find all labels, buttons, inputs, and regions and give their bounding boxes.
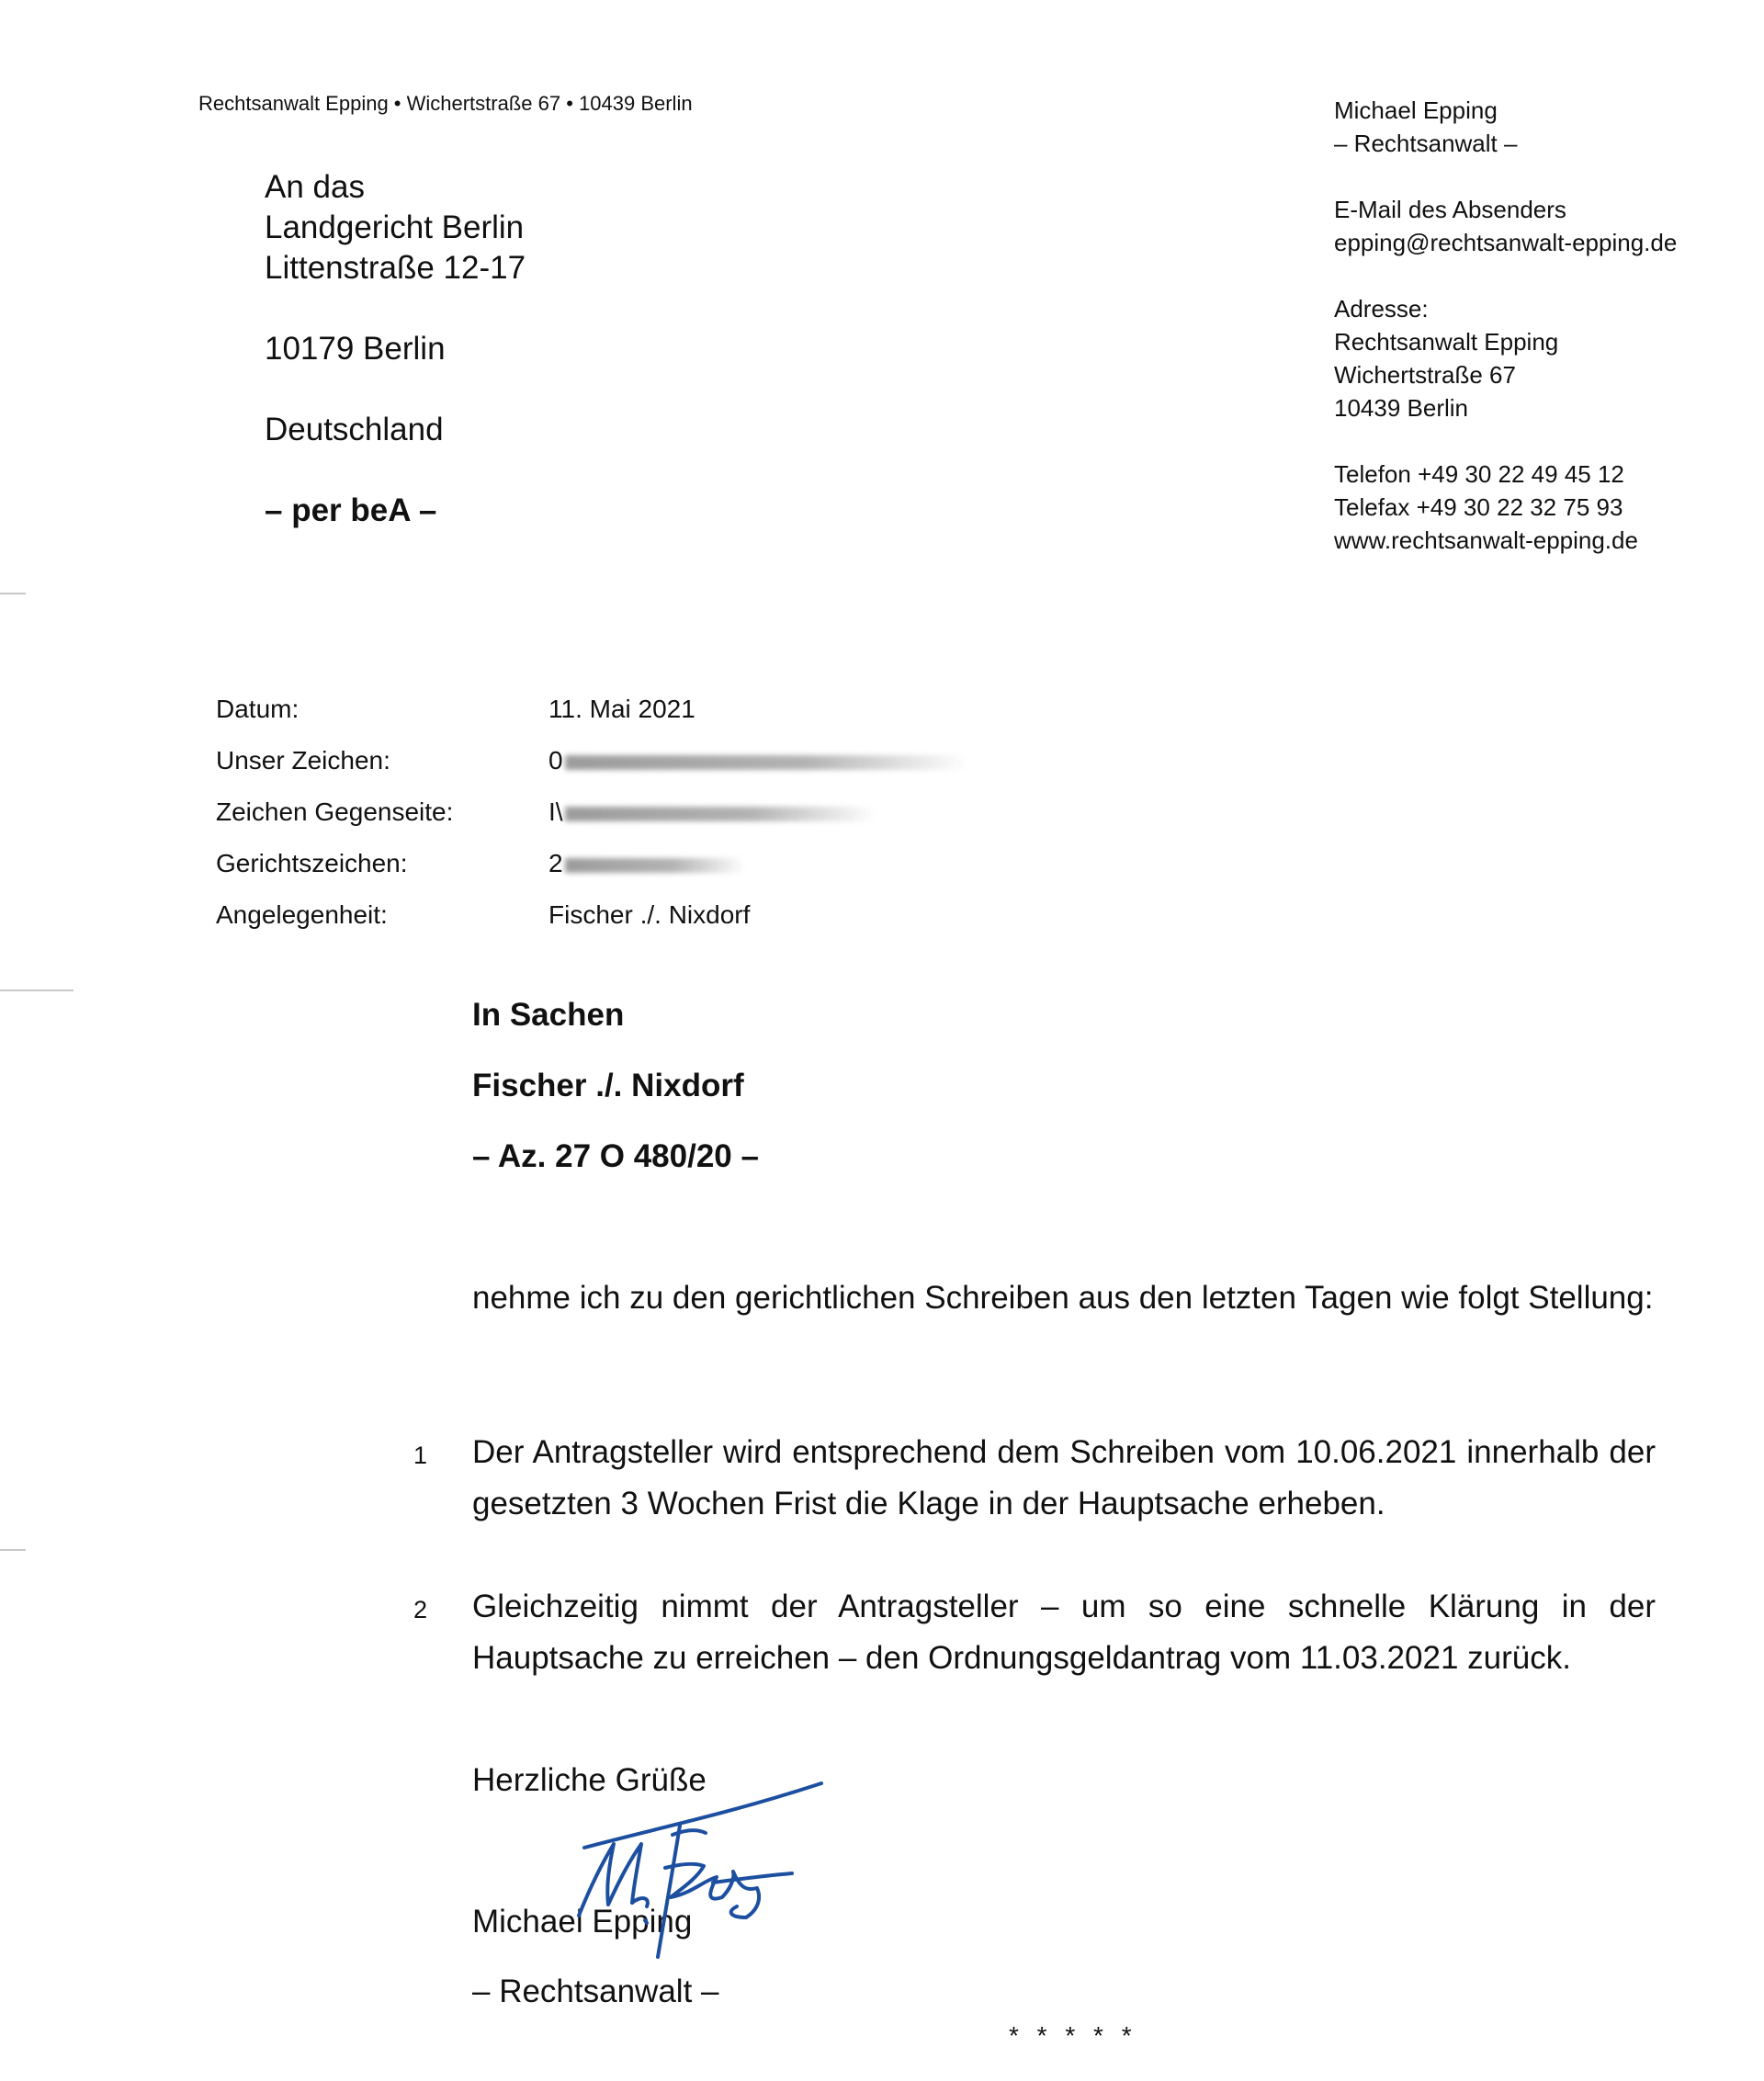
delivery-method: – per beA – bbox=[265, 492, 437, 528]
date-value: 11. Mai 2021 bbox=[548, 695, 695, 723]
item-number-1: 1 bbox=[413, 1442, 428, 1469]
recipient-line-1: An das bbox=[265, 169, 365, 205]
opening-paragraph bbox=[472, 1272, 1656, 1324]
item-text-1: Der Antragsteller wird entsprechend dem Schreiben vom 10.06.2021 innerhalb der gesetzten 3 Wochen Frist die Klage in der Hauptsache erheben. bbox=[472, 1434, 1656, 1521]
case-intro: In Sachen bbox=[472, 997, 625, 1033]
contact-phone: Telefon +49 30 22 49 45 12 bbox=[1334, 460, 1624, 488]
item-number-2: 2 bbox=[413, 1596, 428, 1623]
our-ref-value-wrapper bbox=[548, 746, 967, 775]
contact-address-name: Rechtsanwalt Epping bbox=[1334, 328, 1559, 356]
matter-label: Angelegenheit: bbox=[216, 900, 388, 929]
end-marker: * * * * * bbox=[1009, 2021, 1137, 2050]
fold-mark-top bbox=[0, 593, 26, 594]
matter-value: Fischer ./. Nixdorf bbox=[548, 900, 751, 929]
contact-email-label: E-Mail des Absenders bbox=[1334, 196, 1566, 223]
contact-address-label: Adresse: bbox=[1334, 295, 1429, 322]
their-ref-label: Zeichen Gegenseite: bbox=[216, 797, 454, 826]
contact-city: 10439 Berlin bbox=[1334, 394, 1468, 422]
case-file-number: – Az. 27 O 480/20 – bbox=[472, 1138, 759, 1174]
contact-fax: Telefax +49 30 22 32 75 93 bbox=[1334, 493, 1623, 521]
numbered-paragraph-2 bbox=[472, 1581, 1656, 1684]
date-label: Datum: bbox=[216, 695, 300, 723]
redaction-blur bbox=[565, 858, 745, 873]
court-ref-value-wrapper bbox=[548, 849, 745, 878]
contact-name: Michael Epping bbox=[1334, 96, 1498, 124]
court-ref-value: 2 bbox=[548, 849, 563, 877]
contact-website: www.rechtsanwalt-epping.de bbox=[1334, 526, 1638, 554]
court-ref-label: Gerichtszeichen: bbox=[216, 849, 408, 877]
recipient-court: Landgericht Berlin bbox=[265, 209, 525, 245]
redaction-blur bbox=[565, 755, 967, 770]
handwritten-signature bbox=[542, 1778, 836, 1971]
punch-mark bbox=[0, 990, 74, 991]
recipient-country: Deutschland bbox=[265, 412, 444, 447]
numbered-paragraph-1 bbox=[472, 1427, 1656, 1530]
signatory-title: – Rechtsanwalt – bbox=[472, 1974, 719, 2009]
contact-street: Wichertstraße 67 bbox=[1334, 361, 1516, 389]
recipient-street: Littenstraße 12-17 bbox=[265, 250, 526, 286]
their-ref-value-wrapper bbox=[548, 797, 876, 827]
our-ref-value: 0 bbox=[548, 746, 563, 775]
recipient-city: 10179 Berlin bbox=[265, 331, 446, 367]
sender-contact-block bbox=[1334, 94, 1677, 557]
closing-greeting: Herzliche Grüße bbox=[472, 1762, 707, 1798]
redaction-blur bbox=[565, 807, 876, 821]
case-parties: Fischer ./. Nixdorf bbox=[472, 1068, 744, 1103]
recipient-address-block bbox=[265, 167, 526, 531]
opening-text: nehme ich zu den gerichtlichen Schreiben aus den letzten Tagen wie folgt Stellung: bbox=[472, 1280, 1654, 1316]
fold-mark-bottom bbox=[0, 1549, 26, 1551]
our-ref-label: Unser Zeichen: bbox=[216, 746, 390, 775]
signatory-name: Michael Epping bbox=[472, 1904, 693, 1940]
their-ref-value: I\ bbox=[548, 797, 563, 826]
sender-return-address: Rechtsanwalt Epping • Wichertstraße 67 • 10439 Berlin bbox=[198, 92, 693, 115]
contact-title: – Rechtsanwalt – bbox=[1334, 130, 1518, 157]
contact-email: epping@rechtsanwalt-epping.de bbox=[1334, 229, 1678, 256]
item-text-2: Gleichzeitig nimmt der Antragsteller – um so eine schnelle Klärung in der Hauptsache zu erreichen – den Ordnungsgeldantrag vom 11.03.2021 zurück. bbox=[472, 1589, 1656, 1676]
